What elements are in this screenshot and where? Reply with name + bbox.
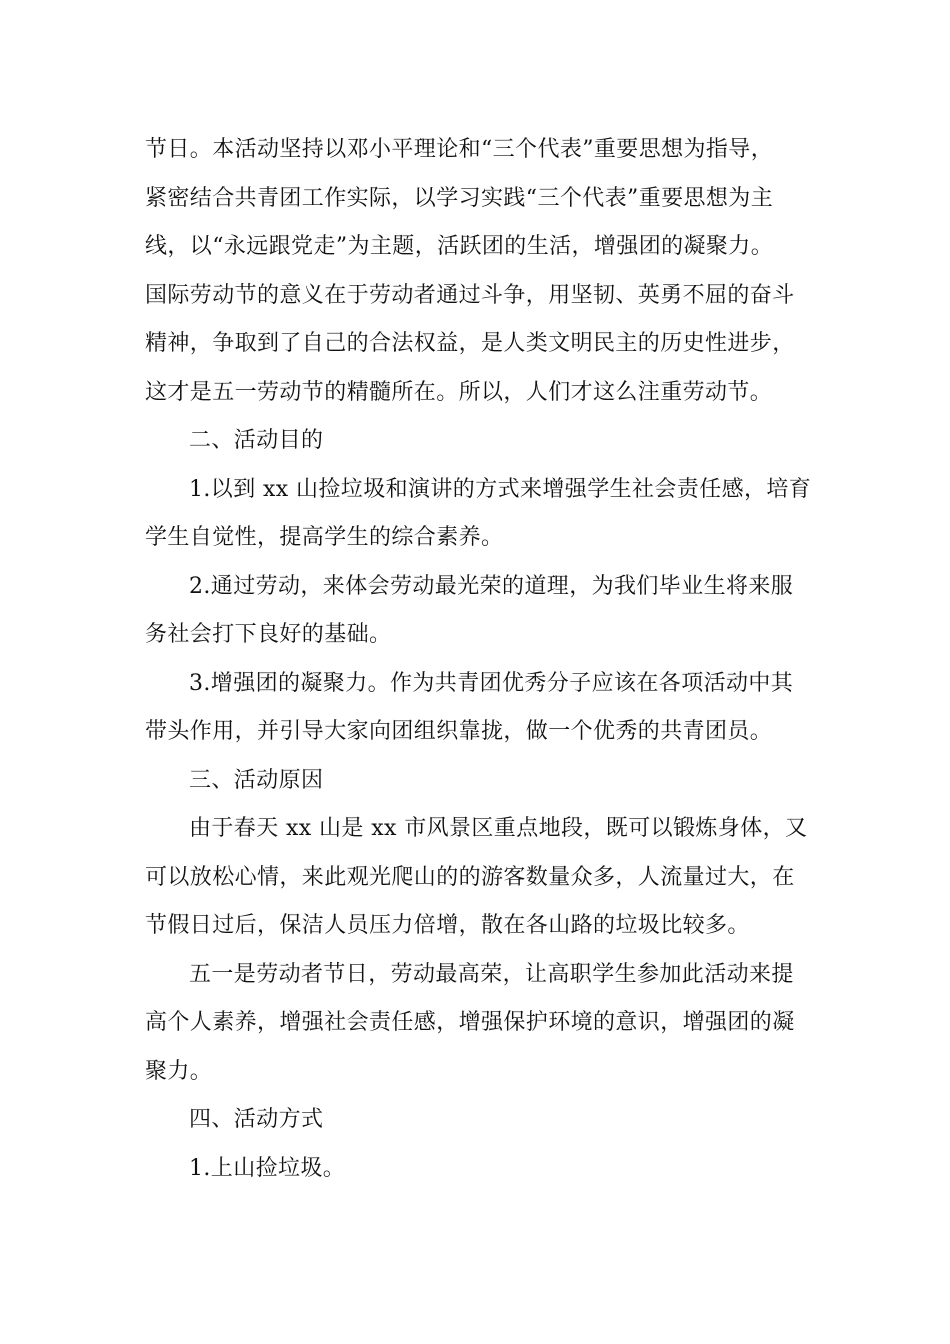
text-line: 高个人素养，增强社会责任感，增强保护环境的意识，增强团的凝 [145, 1010, 795, 1035]
text-line: 1.以到 xx 山捡垃圾和演讲的方式来增强学生社会责任感，培育 [189, 476, 812, 502]
purpose-item-3 [145, 660, 809, 757]
text-line: 由于春天 xx 山是 xx 市风景区重点地段，既可以锻炼身体，又 [189, 816, 808, 841]
purpose-item-1 [145, 466, 812, 563]
heading-text: 三、活动原因 [189, 767, 324, 793]
text-line: 节日。本活动坚持以邓小平理论和“三个代表”重要思想为指导， [145, 137, 774, 162]
text-line: 紧密结合共青团工作实际，以学习实践“三个代表”重要思想为主 [145, 185, 774, 211]
section-heading-purpose [145, 417, 809, 466]
text-line: 这才是五一劳动节的精髓所在。所以，人们才这么注重劳动节。 [145, 379, 773, 405]
text-line: 五一是劳动者节日，劳动最高荣，让高职学生参加此活动来提 [189, 961, 794, 987]
heading-text: 二、活动目的 [189, 428, 324, 453]
method-item-1 [145, 1145, 809, 1194]
text-line: 节假日过后，保洁人员压力倍增，散在各山路的垃圾比较多。 [145, 913, 750, 938]
text-line: 务社会打下良好的基础。 [145, 622, 392, 647]
text-line: 带头作用，并引导大家向团组织靠拢，做一个优秀的共青团员。 [145, 719, 773, 744]
text-line: 2.通过劳动，来体会劳动最光荣的道理，为我们毕业生将来服 [189, 573, 794, 599]
purpose-item-2 [145, 563, 809, 660]
text-line: 3.增强团的凝聚力。作为共青团优秀分子应该在各项活动中其 [189, 670, 794, 696]
text-line: 聚力。 [145, 1058, 213, 1084]
text-line: 可以放松心情，来此观光爬山的的游客数量众多，人流量过大，在 [145, 864, 795, 890]
intro-paragraph [145, 126, 809, 417]
text-line: 1.上山捡垃圾。 [189, 1155, 346, 1181]
text-line: 国际劳动节的意义在于劳动者通过斗争，用坚韧、英勇不屈的奋斗 [145, 282, 795, 308]
reason-paragraph-1 [145, 805, 809, 951]
document-body [145, 126, 812, 1193]
text-line: 精神，争取到了自己的合法权益，是人类文明民主的历史性进步， [145, 331, 795, 356]
section-heading-method [145, 1096, 809, 1145]
reason-paragraph-2 [145, 951, 809, 1097]
section-heading-reason [145, 757, 809, 806]
heading-text: 四、活动方式 [189, 1107, 324, 1132]
text-line: 线，以“永远跟党走”为主题，活跃团的生活，增强团的凝聚力。 [145, 234, 774, 259]
text-line: 学生自觉性，提高学生的综合素养。 [145, 525, 504, 550]
